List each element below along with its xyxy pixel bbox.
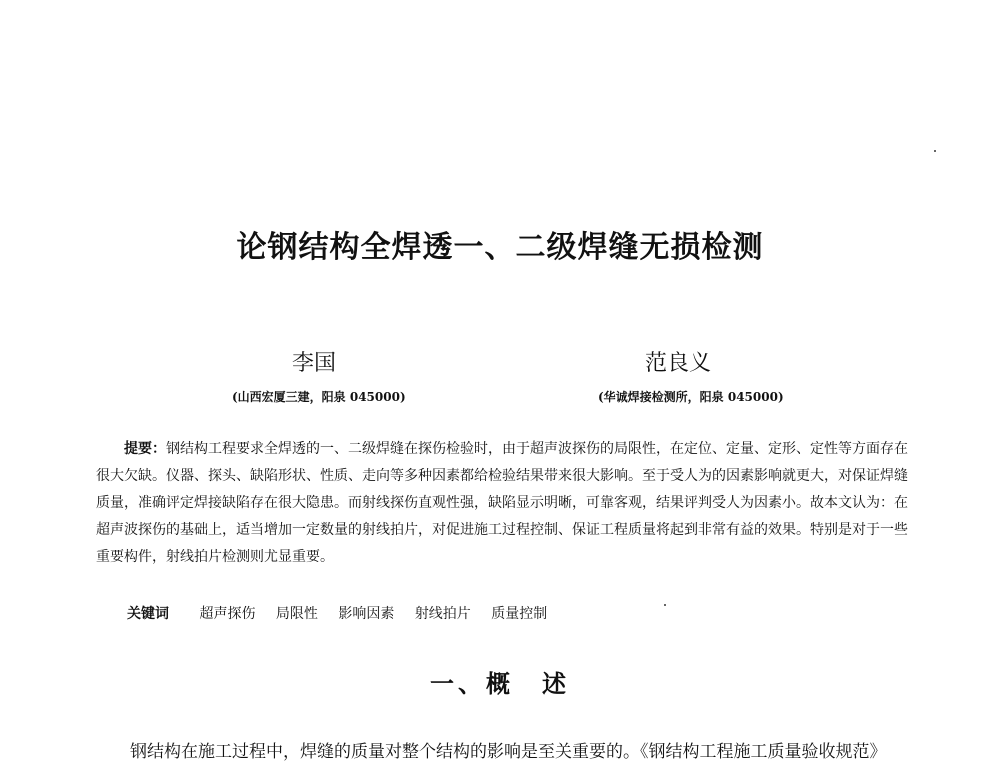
author-affiliation-1: (山西宏厦三建，阳泉 045000) — [232, 390, 406, 404]
paper-title: 论钢结构全焊透一、二级焊缝无损检测 — [236, 230, 764, 265]
keyword: 局限性 — [275, 606, 318, 622]
keyword: 超声探伤 — [199, 606, 256, 622]
keywords-line — [127, 603, 563, 623]
scan-speck — [934, 150, 936, 152]
author-name-1: 李国 — [292, 351, 337, 376]
keyword: 质量控制 — [491, 606, 548, 622]
keywords-label: 关键词 — [127, 606, 169, 622]
keyword: 影响因素 — [338, 606, 395, 622]
abstract — [96, 436, 908, 571]
body-text-line: 钢结构在施工过程中，焊缝的质量对整个结构的影响是至关重要的。《钢结构工程施工质量验收规范》 — [130, 742, 887, 762]
abstract-text: 钢结构工程要求全焊透的一、二级焊缝在探伤检验时，由于超声波探伤的局限性，在定位、定量、定形、定性等方面存在很大欠缺。仪器、探头、缺陷形状、性质、走向等多种因素都给检验结果带来很大影响。至于受人为的因素影响就更大，对保证焊缝质量，准确评定焊接缺陷存在很大隐患。而射线探伤直观性强，缺陷显示明晰，可靠客观，结果评判受人为因素小。故本文认为：在超声波探伤的基础上，适当增加一定数量的射线拍片，对促进施工过程控制、保证工程质量将起到非常有益的效果。特别是对于一些重要构件，射线拍片检测则尤显重要。 — [96, 441, 908, 565]
scan-speck — [664, 604, 666, 606]
author-name-2: 范良义 — [645, 351, 712, 376]
keyword: 射线拍片 — [414, 606, 471, 622]
author-affiliation-2: (华诚焊接检测所，阳泉 045000) — [598, 390, 784, 404]
abstract-label: 提要： — [124, 441, 166, 457]
section-heading: 一、概 述 — [430, 670, 570, 698]
